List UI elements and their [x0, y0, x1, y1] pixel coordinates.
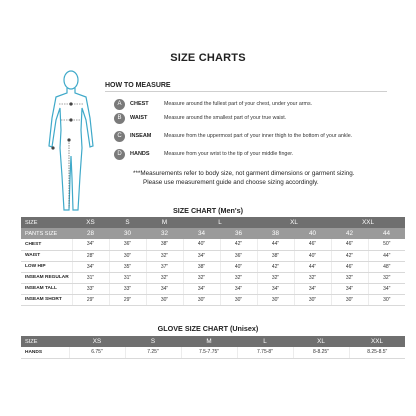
table-row-chest	[21, 239, 405, 250]
glove-header-cell: XXL	[349, 336, 405, 347]
table-cell: 7.25"	[125, 347, 181, 358]
table-cell: 34"	[220, 283, 257, 294]
size-header-cell: L	[183, 217, 257, 228]
measure-description: Measure from your wrist to the tip of your middle finger.	[164, 151, 294, 157]
pants-size-cell: 42	[331, 228, 368, 239]
row-label: LOW HIP	[21, 261, 72, 272]
table-cell: 34"	[331, 283, 368, 294]
table-cell: 30"	[331, 294, 368, 305]
row-label: INSEAM REGULAR	[21, 272, 72, 283]
table-cell: 46"	[331, 261, 368, 272]
table-cell: 32"	[368, 272, 405, 283]
row-label: WAIST	[21, 250, 72, 261]
pants-size-cell: 28	[72, 228, 109, 239]
size-header-cell: XS	[72, 217, 109, 228]
pants-size-cell: 44	[368, 228, 405, 239]
table-cell: 34"	[72, 239, 109, 250]
table-cell: 34"	[183, 250, 220, 261]
measure-item-chest	[114, 97, 414, 111]
table-cell: 31"	[109, 272, 146, 283]
glove-header-cell: S	[125, 336, 181, 347]
body-figure-illustration	[46, 68, 96, 218]
table-cell: 6.75"	[69, 347, 125, 358]
table-cell: 35"	[109, 261, 146, 272]
how-to-measure-title: HOW TO MEASURE	[105, 82, 171, 89]
table-cell: 29"	[72, 294, 109, 305]
size-chart-title: SIZE CHART (Men's)	[173, 206, 243, 215]
size-header-cell: S	[109, 217, 146, 228]
size-header-cell: M	[146, 217, 183, 228]
pants-size-row	[21, 228, 405, 239]
glove-header-cell: M	[181, 336, 237, 347]
table-cell: 38"	[183, 261, 220, 272]
table-row-inseam-short	[21, 294, 405, 305]
table-cell: 42"	[220, 239, 257, 250]
table-cell: 30"	[368, 294, 405, 305]
measure-name: HANDS	[130, 151, 150, 157]
measure-description: Measure around the fullest part of your chest, under your arms.	[164, 101, 313, 107]
size-header-row	[21, 217, 405, 228]
table-cell: 30"	[294, 294, 331, 305]
table-cell: 34"	[183, 283, 220, 294]
measure-item-inseam	[114, 129, 414, 143]
measure-name: WAIST	[130, 115, 148, 121]
measure-name: INSEAM	[130, 133, 152, 139]
table-row-inseam-tall	[21, 283, 405, 294]
pants-size-cell: 38	[257, 228, 294, 239]
measure-badge: A	[114, 99, 125, 110]
glove-header-cell: L	[237, 336, 293, 347]
table-cell: 30"	[183, 294, 220, 305]
page-title: SIZE CHARTS	[170, 52, 246, 64]
size-header-cell: XL	[257, 217, 331, 228]
table-cell: 32"	[146, 250, 183, 261]
table-cell: 37"	[146, 261, 183, 272]
table-cell: 30"	[257, 294, 294, 305]
table-cell: 32"	[294, 272, 331, 283]
table-cell: 8-8.25"	[293, 347, 349, 358]
table-cell: 30"	[146, 294, 183, 305]
table-cell: 7.5-7.75"	[181, 347, 237, 358]
table-cell: 36"	[220, 250, 257, 261]
table-cell: 46"	[331, 239, 368, 250]
size-header-label: SIZE	[21, 217, 72, 228]
table-cell: 33"	[109, 283, 146, 294]
table-cell: 42"	[257, 261, 294, 272]
table-cell: 46"	[294, 239, 331, 250]
row-label: INSEAM SHORT	[21, 294, 72, 305]
glove-chart-title: GLOVE SIZE CHART (Unisex)	[157, 324, 259, 333]
table-cell: 8.25-8.5"	[349, 347, 405, 358]
table-cell: 30"	[220, 294, 257, 305]
table-cell: 32"	[331, 272, 368, 283]
table-cell: 44"	[368, 250, 405, 261]
measure-description: Measure around the smallest part of your true waist.	[164, 115, 287, 121]
size-header-cell: XXL	[331, 217, 405, 228]
table-cell: 40"	[220, 261, 257, 272]
measurement-note-2: Please use measurement guide and choose sizing accordingly.	[143, 179, 319, 186]
table-cell: 29"	[109, 294, 146, 305]
table-row-waist	[21, 250, 405, 261]
table-cell: 38"	[146, 239, 183, 250]
table-cell: 7.75-8"	[237, 347, 293, 358]
pants-size-cell: 34	[183, 228, 220, 239]
pants-size-cell: 32	[146, 228, 183, 239]
row-label: INSEAM TALL	[21, 283, 72, 294]
table-cell: 36"	[109, 239, 146, 250]
table-cell: 30"	[109, 250, 146, 261]
table-cell: 34"	[294, 283, 331, 294]
measure-description: Measure from the uppermost part of your inner thigh to the bottom of your ankle.	[164, 133, 353, 139]
measure-item-waist	[114, 111, 414, 125]
table-cell: 40"	[294, 250, 331, 261]
table-cell: 44"	[294, 261, 331, 272]
glove-chart-table	[21, 336, 405, 359]
section-divider	[105, 91, 387, 92]
table-cell: 38"	[257, 250, 294, 261]
table-cell: 50"	[368, 239, 405, 250]
measure-badge: D	[114, 149, 125, 160]
glove-header-row	[21, 336, 405, 347]
row-label: HANDS	[21, 347, 69, 358]
measure-badge: B	[114, 113, 125, 124]
size-chart-table	[21, 217, 405, 306]
table-cell: 34"	[368, 283, 405, 294]
table-row-low-hip	[21, 261, 405, 272]
table-cell: 42"	[331, 250, 368, 261]
measure-badge: C	[114, 131, 125, 142]
glove-header-label: SIZE	[21, 336, 69, 347]
glove-header-cell: XS	[69, 336, 125, 347]
glove-header-cell: XL	[293, 336, 349, 347]
table-row-inseam-regular	[21, 272, 405, 283]
table-cell: 32"	[146, 272, 183, 283]
table-cell: 32"	[257, 272, 294, 283]
measurement-note: ***Measurements refer to body size, not garment dimensions or garment sizing.	[133, 170, 355, 177]
measure-item-hands	[114, 147, 414, 161]
table-cell: 32"	[183, 272, 220, 283]
table-cell: 34"	[146, 283, 183, 294]
row-label: CHEST	[21, 239, 72, 250]
table-cell: 31"	[72, 272, 109, 283]
pants-size-cell: 36	[220, 228, 257, 239]
table-cell: 33"	[72, 283, 109, 294]
pants-size-cell: 40	[294, 228, 331, 239]
table-cell: 40"	[183, 239, 220, 250]
table-cell: 48"	[368, 261, 405, 272]
table-cell: 34"	[257, 283, 294, 294]
measure-name: CHEST	[130, 101, 149, 107]
table-cell: 44"	[257, 239, 294, 250]
table-cell: 28"	[72, 250, 109, 261]
pants-size-cell: 30	[109, 228, 146, 239]
table-cell: 32"	[220, 272, 257, 283]
table-cell: 34"	[72, 261, 109, 272]
table-row-hands	[21, 347, 405, 358]
pants-size-label: PANTS SIZE	[21, 228, 72, 239]
